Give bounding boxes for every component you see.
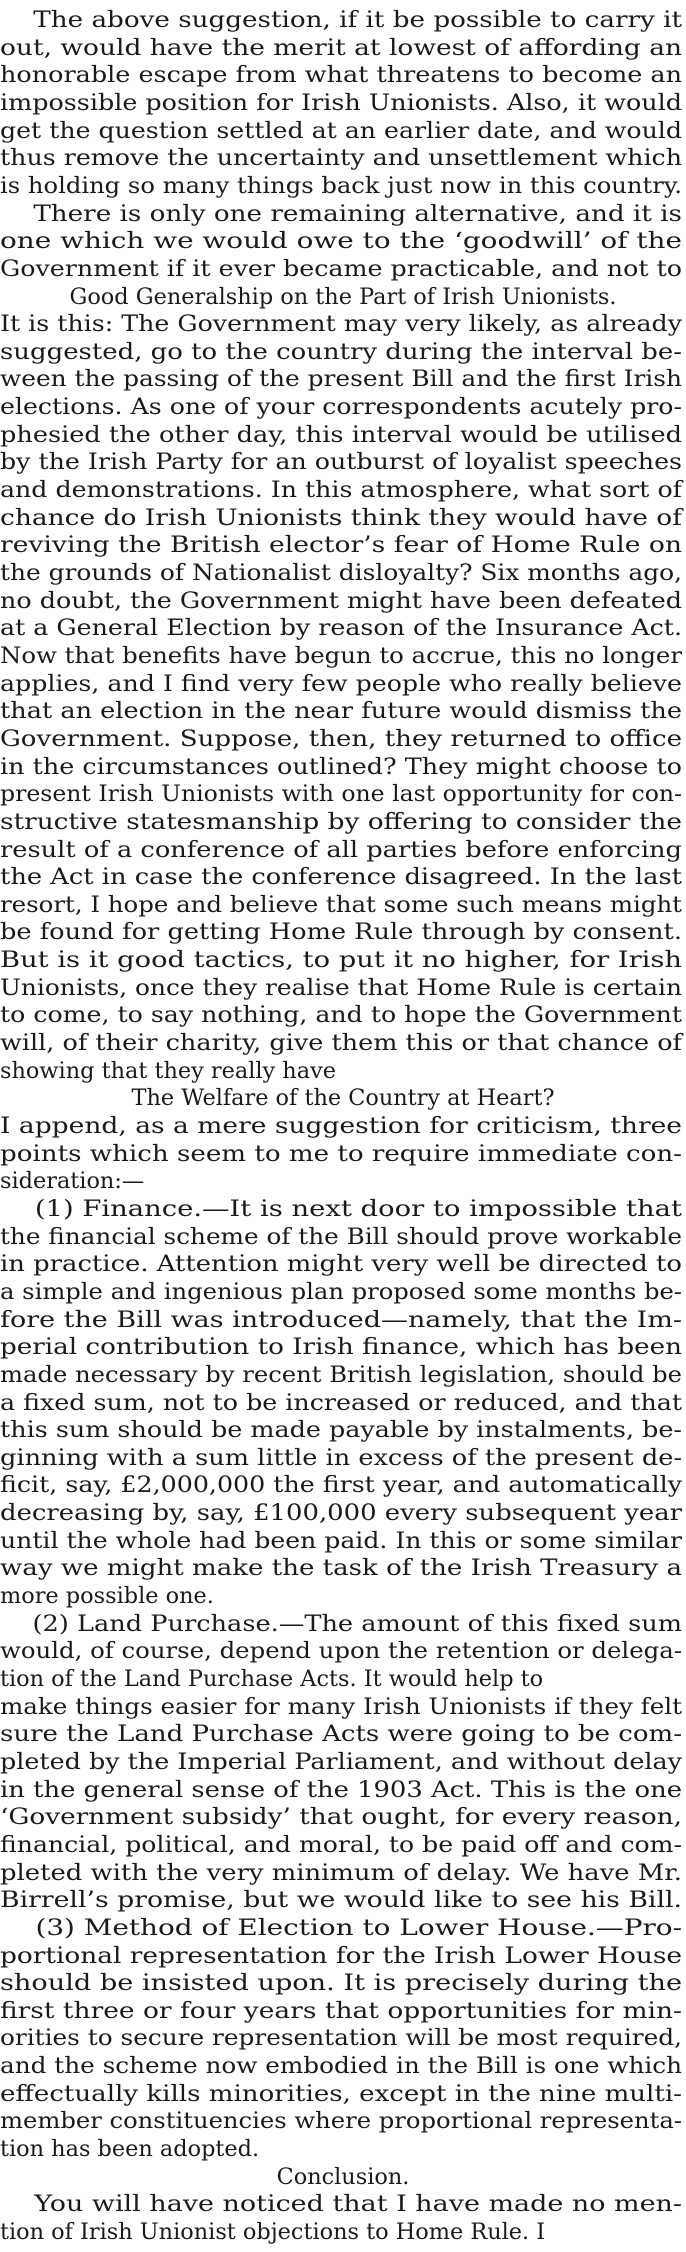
text-line: pleted with the very minimum of delay. We have Mr. bbox=[0, 1859, 682, 1886]
text-line: orities to secure representation will be most required, bbox=[0, 2025, 683, 2052]
text-line: pleted by the Imperial Parliament, and without delay bbox=[0, 1748, 682, 1775]
text-line: elections. As one of your correspondents acutely pro- bbox=[0, 394, 682, 421]
text-line: by the Irish Party for an outburst of loyalist speeches bbox=[0, 449, 682, 476]
text-line: Birrell’s promise, but we would like to see his Bill. bbox=[0, 1887, 682, 1914]
text-line: should be insisted upon. It is precisely during the bbox=[0, 1970, 682, 1997]
text-line: the financial scheme of the Bill should prove workable bbox=[0, 1223, 682, 1250]
text-line: portional representation for the Irish Lower House bbox=[0, 1942, 682, 1969]
text-line: first three or four years that opportunities for min- bbox=[0, 1997, 682, 2024]
text-line: one which we would owe to the ‘goodwill’ of the bbox=[0, 228, 682, 255]
text-line: There is only one remaining alternative, and it is bbox=[0, 200, 682, 227]
text-line: thus remove the uncertainty and unsettlement which bbox=[0, 145, 682, 172]
text-line: applies, and I find very few people who really believe bbox=[0, 670, 682, 697]
text-line: sideration:— bbox=[0, 1168, 145, 1195]
text-line: honorable escape from what threatens to become an bbox=[0, 62, 682, 89]
text-line: present Irish Unionists with one last opportunity for con- bbox=[0, 781, 682, 808]
text-line: get the question settled at an earlier date, and would bbox=[0, 117, 682, 144]
text-line: to come, to say nothing, and to hope the Government bbox=[0, 1002, 682, 1029]
text-line: (1) Finance.—It is next door to impossible that bbox=[0, 1195, 682, 1222]
text-line: tion of the Land Purchase Acts. It would help to bbox=[0, 1666, 544, 1692]
text-line: sure the Land Purchase Acts were going to be com- bbox=[0, 1721, 682, 1748]
text-line: impossible position for Irish Unionists. Also, it would bbox=[0, 89, 682, 116]
text-line: reviving the British elector’s fear of Home Rule on bbox=[0, 532, 682, 559]
text-line: a simple and ingenious plan proposed some months be- bbox=[0, 1278, 682, 1305]
text-line: way we might make the task of the Irish Treasury a bbox=[0, 1555, 683, 1582]
text-line: the Act in case the conference disagreed. In the last bbox=[0, 864, 682, 891]
text-line: the grounds of Nationalist disloyalty? Six months ago, bbox=[0, 560, 682, 586]
section-heading: Conclusion. bbox=[276, 2163, 410, 2190]
text-line: It is this: The Government may very likely, as already bbox=[0, 311, 683, 338]
text-line: suggested, go to the country during the interval be- bbox=[0, 338, 682, 365]
text-line: Unionists, once they realise that Home Rule is certain bbox=[0, 974, 682, 1001]
text-line: at a General Election by reason of the Insurance Act. bbox=[0, 615, 682, 642]
text-line: ween the passing of the present Bill and the first Irish bbox=[0, 366, 682, 393]
text-line: decreasing by, say, £100,000 every subsequent year bbox=[0, 1500, 682, 1527]
section-heading: The Welfare of the Country at Heart? bbox=[131, 1085, 555, 1112]
text-line: and demonstrations. In this atmosphere, what sort of bbox=[0, 477, 682, 504]
text-line: and the scheme now embodied in the Bill is one which bbox=[0, 2053, 682, 2080]
text-line: will, of their charity, give them this or that chance of bbox=[0, 1030, 682, 1057]
text-line: tion of Irish Unionist objections to Home Rule. I bbox=[0, 2219, 546, 2245]
text-line: member constituencies where proportional representa- bbox=[0, 2108, 683, 2135]
text-line: result of a conference of all parties before enforcing bbox=[0, 836, 682, 863]
text-line: points which seem to me to require immediate con- bbox=[0, 1140, 682, 1167]
text-line: showing that they really have bbox=[0, 1057, 336, 1084]
text-line: ‘Government subsidy’ that ought, for every reason, bbox=[0, 1804, 682, 1831]
text-line: fore the Bill was introduced—namely, that the Im- bbox=[0, 1306, 682, 1333]
text-line: made necessary by recent British legislation, should be bbox=[0, 1361, 682, 1388]
text-line: is holding so many things back just now in this country. bbox=[0, 172, 682, 199]
text-line: resort, I hope and believe that some such means might bbox=[0, 891, 682, 918]
text-line: financial, political, and moral, to be paid off and com- bbox=[0, 1831, 682, 1858]
text-line: phesied the other day, this interval would be utilised bbox=[0, 421, 682, 448]
text-line: effectually kills minorities, except in the nine multi- bbox=[0, 2080, 683, 2107]
text-line: perial contribution to Irish finance, which has been bbox=[0, 1334, 682, 1361]
text-line: ficit, say, £2,000,000 the first year, and automatically bbox=[0, 1472, 682, 1499]
text-line: structive statesmanship by offering to consider the bbox=[0, 808, 682, 835]
text-line: out, would have the merit at lowest of affording an bbox=[0, 34, 682, 61]
text-line: a fixed sum, not to be increased or reduced, and that bbox=[0, 1389, 682, 1416]
text-line: in practice. Attention might very well be directed to bbox=[0, 1251, 682, 1278]
text-line: (3) Method of Election to Lower House.—Pro- bbox=[0, 1914, 682, 1941]
text-line: tion has been adopted. bbox=[0, 2136, 260, 2163]
text-line: (2) Land Purchase.—The amount of this fixed sum bbox=[0, 1610, 682, 1637]
section-heading: Good Generalship on the Part of Irish Unionists. bbox=[69, 283, 617, 310]
text-line: I append, as a mere suggestion for criticism, three bbox=[0, 1113, 682, 1139]
text-line: be found for getting Home Rule through by consent. bbox=[0, 919, 682, 946]
text-line: Government if it ever became practicable, and not to bbox=[0, 255, 682, 282]
text-line: would, of course, depend upon the retention or delega- bbox=[0, 1638, 682, 1665]
text-line: make things easier for many Irish Unionists if they felt bbox=[0, 1693, 682, 1720]
text-line: chance do Irish Unionists think they would have of bbox=[0, 504, 682, 531]
text-line: But is it good tactics, to put it no higher, for Irish bbox=[0, 947, 682, 974]
text-line: ginning with a sum little in excess of the present de- bbox=[0, 1444, 682, 1471]
text-line: in the general sense of the 1903 Act. This is the one bbox=[0, 1776, 682, 1803]
text-line: this sum should be made payable by instalments, be- bbox=[0, 1417, 682, 1444]
text-line: The above suggestion, if it be possible to carry it bbox=[0, 7, 682, 33]
text-line: Government. Suppose, then, they returned to office bbox=[0, 725, 682, 752]
text-line: that an election in the near future would dismiss the bbox=[0, 698, 682, 725]
text-line: Now that benefits have begun to accrue, this no longer bbox=[0, 642, 682, 669]
text-line: You will have noticed that I have made no men- bbox=[0, 2191, 682, 2218]
text-line: until the whole had been paid. In this or some similar bbox=[0, 1527, 682, 1554]
text-line: in the circumstances outlined? They might choose to bbox=[0, 753, 682, 780]
text-line: no doubt, the Government might have been defeated bbox=[0, 587, 682, 614]
text-line: more possible one. bbox=[0, 1583, 214, 1610]
